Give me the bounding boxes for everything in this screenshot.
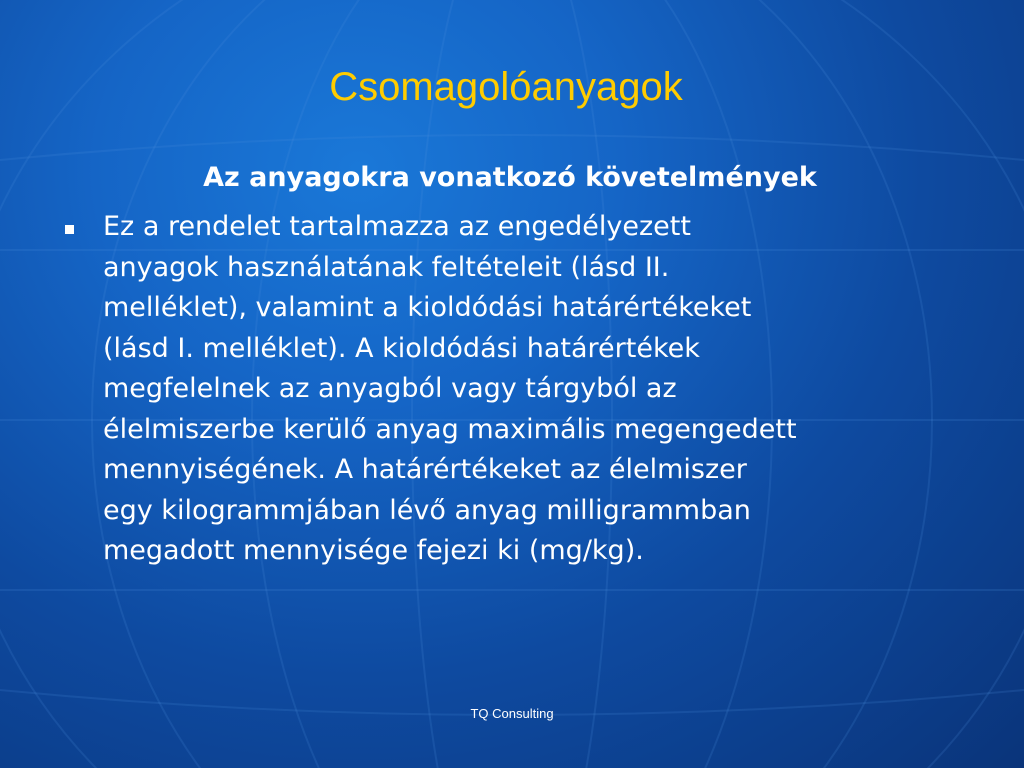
slide-footer: TQ Consulting — [470, 706, 554, 721]
bullet-item — [60, 207, 990, 572]
bullet-text: Ez a rendelet tartalmazza az engedélyezett anyagok használatának feltételeit (lásd II. melléklet), valamint a kioldódási határértékeket (lásd I. melléklet). A kioldódási határértékek megfelelnek az anyagból vagy tárgyból az élelmiszerbe kerülő anyag maximális megengedett mennyiségének. A határértékeket az élelmiszer egy kilogrammjában lévő anyag milligrammban megadott mennyisége fejezi ki (mg/kg). — [103, 211, 797, 566]
bullet-list — [60, 207, 990, 572]
slide-title: Csomagolóanyagok — [329, 65, 683, 109]
square-bullet-icon — [65, 225, 74, 234]
slide-subtitle: Az anyagokra vonatkozó követelmények — [203, 162, 817, 193]
